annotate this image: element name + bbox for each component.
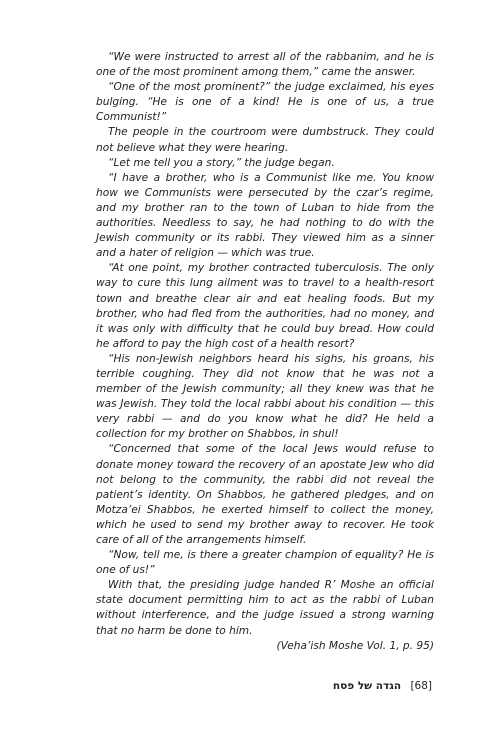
paragraph-10: With that, the presiding judge handed R’ Moshe an official state document permitting him to act as the rabbi of Luban without interference, and the judge issued a strong warning that no harm be done to him. [96, 579, 434, 637]
page-number: [68] [410, 680, 432, 692]
page-footer [0, 680, 432, 692]
source-citation: (Veha’ish Moshe Vol. 1, p. 95) [276, 639, 434, 652]
book-title-hebrew: הגדה של פסח [332, 680, 402, 692]
paragraph-9: “Now, tell me, is there a greater champion of equality? He is one of us!” [96, 549, 434, 577]
paragraph-7: “His non-Jewish neighbors heard his sighs, his groans, his terrible coughing. They did not know that he was not a member of the Jewish community; all they knew was that he was Jewish. They told the local rabbi about his condition — this very rabbi — and do you know what he did? He held a collection for my brother on Shabbos, in shul! [96, 352, 434, 441]
paragraph-3: The people in the courtroom were dumbstruck. They could not believe what they were hearing. [96, 126, 434, 154]
paragraph-4: “Let me tell you a story,” the judge began. [108, 156, 335, 169]
paragraph-6: “At one point, my brother contracted tuberculosis. The only way to cure this lung ailment was to travel to a health-resort town and breathe clear air and eat healing foods. But my brother, who had fled from the authorities, had no money, and it was only with difficulty that he could buy bread. How could he afford to pay the high cost of a health resort? [96, 262, 434, 350]
paragraph-8: “Concerned that some of the local Jews would refuse to donate money toward the recovery of an apostate Jew who did not belong to the community, the rabbi did not reveal the patient’s identity. On Shabbos, he gathered pledges, and on Motza’ei Shabbos, he exerted himself to collect the money, which he used to send my brother away to recover. He took care of all of the arrangements himself. [96, 443, 434, 546]
page-body [96, 50, 434, 654]
paragraph-5: “I have a brother, who is a Communist like me. You know how we Communists were persecuted by the czar’s regime, and my brother ran to the town of Luban to hide from the authorities. Needless to say, he had nothing to do with the Jewish community or its rabbi. They viewed him as a sinner and a hater of religion — which was true. [96, 171, 434, 260]
paragraph-1: “We were instructed to arrest all of the rabbanim, and he is one of the most prominent among them,” came the answer. [96, 51, 434, 79]
paragraph-2: “One of the most prominent?” the judge exclaimed, his eyes bulging. “He is one of a kind! He is one of us, a true Communist!” [96, 81, 434, 124]
